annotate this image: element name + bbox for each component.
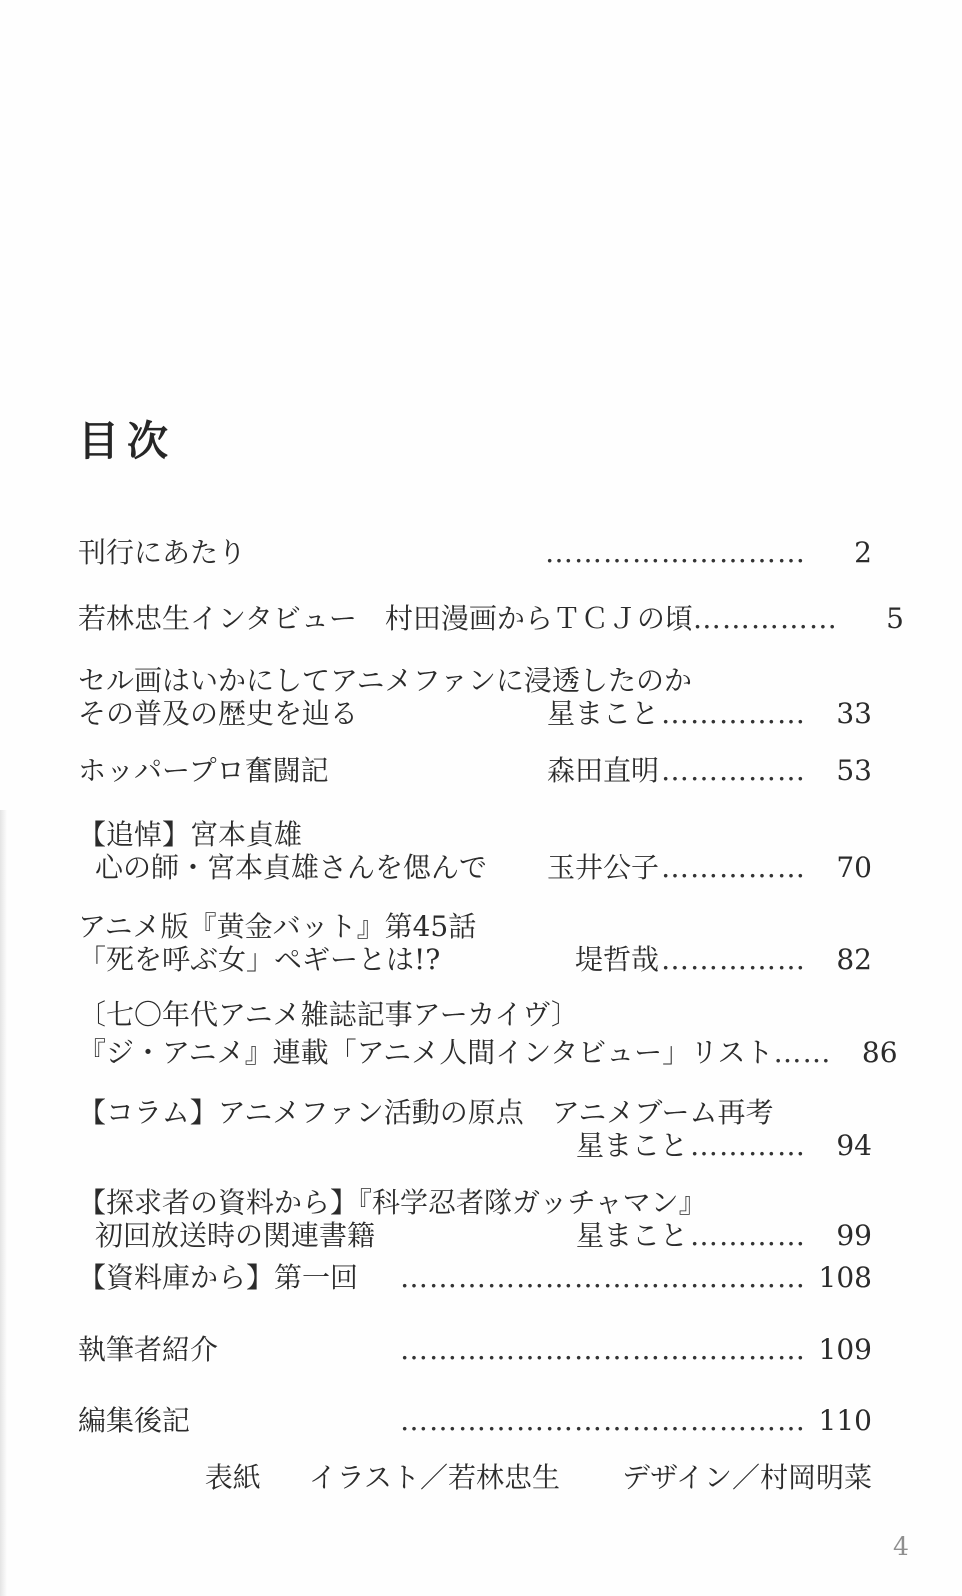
entry-subtitle: 初回放送時の関連書籍 <box>95 1219 376 1252</box>
entry-page-number: 110 <box>818 1404 872 1437</box>
entry-title: 編集後記 <box>78 1404 191 1437</box>
entry-title: 刊行にあたり <box>78 536 247 569</box>
dot-leader: …………… <box>661 697 806 730</box>
entry-author: 堤哲哉 <box>574 943 659 976</box>
dot-leader: ………… <box>690 1129 806 1162</box>
toc-entry <box>78 910 872 976</box>
entry-right-group <box>400 1261 872 1294</box>
entry-title: 【資料庫から】第一回 <box>78 1261 359 1294</box>
entry-author: 星まこと <box>575 1129 688 1162</box>
toc-entry <box>78 664 872 730</box>
entry-subtitle: 『ジ・アニメ』連載「アニメ人間インタビュー」リスト <box>78 1036 774 1069</box>
entry-title: セル画はいかにしてアニメファンに浸透したのか <box>78 664 693 697</box>
dot-leader: …………… <box>661 943 806 976</box>
dot-leader: …………………………………… <box>400 1261 806 1294</box>
entry-page-number: 86 <box>861 1036 898 1069</box>
toc-line <box>78 851 872 884</box>
dot-leader: …………………………………… <box>400 1404 806 1437</box>
entry-right-group <box>693 602 904 635</box>
toc-entry <box>78 1404 872 1437</box>
entry-page-number: 82 <box>836 943 872 976</box>
entry-right-group <box>547 851 872 884</box>
entry-title: ホッパープロ奮闘記 <box>78 754 329 787</box>
entry-title: 【追悼】宮本貞雄 <box>78 818 303 851</box>
entry-right-group <box>774 1036 898 1069</box>
toc-line <box>78 1219 872 1252</box>
page-title: 目次 <box>78 417 176 465</box>
entry-title: アニメ版『黄金バット』第45話 <box>78 910 477 943</box>
entry-page-number: 94 <box>836 1129 872 1162</box>
entry-title: 【探求者の資料から】『科学忍者隊ガッチャマン』 <box>78 1186 707 1219</box>
dot-leader: …………………………………… <box>400 1333 806 1366</box>
toc-entry <box>78 1186 872 1252</box>
toc-entry <box>78 1096 872 1162</box>
entry-right-group <box>400 1404 872 1437</box>
dot-leader: …………… <box>661 754 806 787</box>
entry-title: 〔七〇年代アニメ雑誌記事アーカイヴ〕 <box>78 998 579 1031</box>
toc-line <box>78 1129 872 1162</box>
toc-line <box>78 1036 898 1069</box>
toc-entry <box>78 1333 872 1366</box>
toc-line <box>78 1186 872 1219</box>
toc-line <box>78 998 872 1031</box>
entry-author: 星まこと <box>546 697 659 730</box>
entry-title: 若林忠生インタビュー 村田漫画からＴＣＪの頃 <box>78 602 693 635</box>
toc-entry <box>78 998 898 1069</box>
entry-page-number: 99 <box>836 1219 872 1252</box>
entry-author: 森田直明 <box>546 754 659 787</box>
dot-leader: ………… <box>690 1219 806 1252</box>
entry-subtitle: その普及の歴史を辿る <box>78 697 359 730</box>
toc-line <box>78 697 872 730</box>
designer-credit: デザイン／村岡明菜 <box>621 1461 872 1494</box>
entry-right-group <box>545 536 872 569</box>
illustrator-credit: イラスト／若林忠生 <box>308 1461 560 1494</box>
toc-line <box>78 754 872 787</box>
dot-leader: …………… <box>661 851 806 884</box>
entry-subtitle: 心の師・宮本貞雄さんを偲んで <box>95 851 488 884</box>
toc-line <box>78 943 872 976</box>
toc-line <box>78 1404 872 1437</box>
dot-leader: …………… <box>692 602 838 635</box>
entry-page-number: 109 <box>818 1333 872 1366</box>
entry-page-number: 108 <box>818 1261 872 1294</box>
toc-entry <box>78 536 872 569</box>
entry-right-group <box>576 1219 872 1252</box>
toc-line <box>78 602 904 635</box>
cover-label: 表紙 <box>204 1461 261 1494</box>
toc-line <box>78 1261 872 1294</box>
entry-right-group <box>575 943 872 976</box>
colophon-line <box>78 1456 872 1496</box>
page-number: 4 <box>893 1532 909 1561</box>
entry-right-group <box>576 1129 872 1162</box>
entry-right-group <box>400 1333 872 1366</box>
entry-page-number: 70 <box>836 851 872 884</box>
entry-author: 玉井公子 <box>546 851 659 884</box>
toc-entry <box>78 818 872 884</box>
toc-entry <box>78 1261 872 1294</box>
entry-right-group <box>547 697 872 730</box>
entry-title: 執筆者紹介 <box>78 1333 219 1366</box>
entry-page-number: 2 <box>854 536 872 569</box>
entry-right-group <box>547 754 872 787</box>
entry-subtitle: 「死を呼ぶ女」ペギーとは!? <box>78 943 441 976</box>
dot-leader: …… <box>773 1036 832 1069</box>
entry-page-number: 53 <box>836 754 872 787</box>
toc-entry <box>78 754 872 787</box>
entry-title: 【コラム】アニメファン活動の原点 アニメブーム再考 <box>78 1096 774 1129</box>
entry-page-number: 33 <box>836 697 872 730</box>
scan-edge-artifact <box>0 810 7 1596</box>
entry-author: 星まこと <box>575 1219 688 1252</box>
toc-line <box>78 1096 872 1129</box>
toc-line <box>78 1333 872 1366</box>
toc-line <box>78 910 872 943</box>
toc-line <box>78 664 872 697</box>
toc-line <box>78 818 872 851</box>
toc-entry <box>78 602 904 635</box>
entry-page-number: 5 <box>886 602 904 635</box>
toc-line <box>78 536 872 569</box>
dot-leader: ……………………… <box>545 536 806 569</box>
